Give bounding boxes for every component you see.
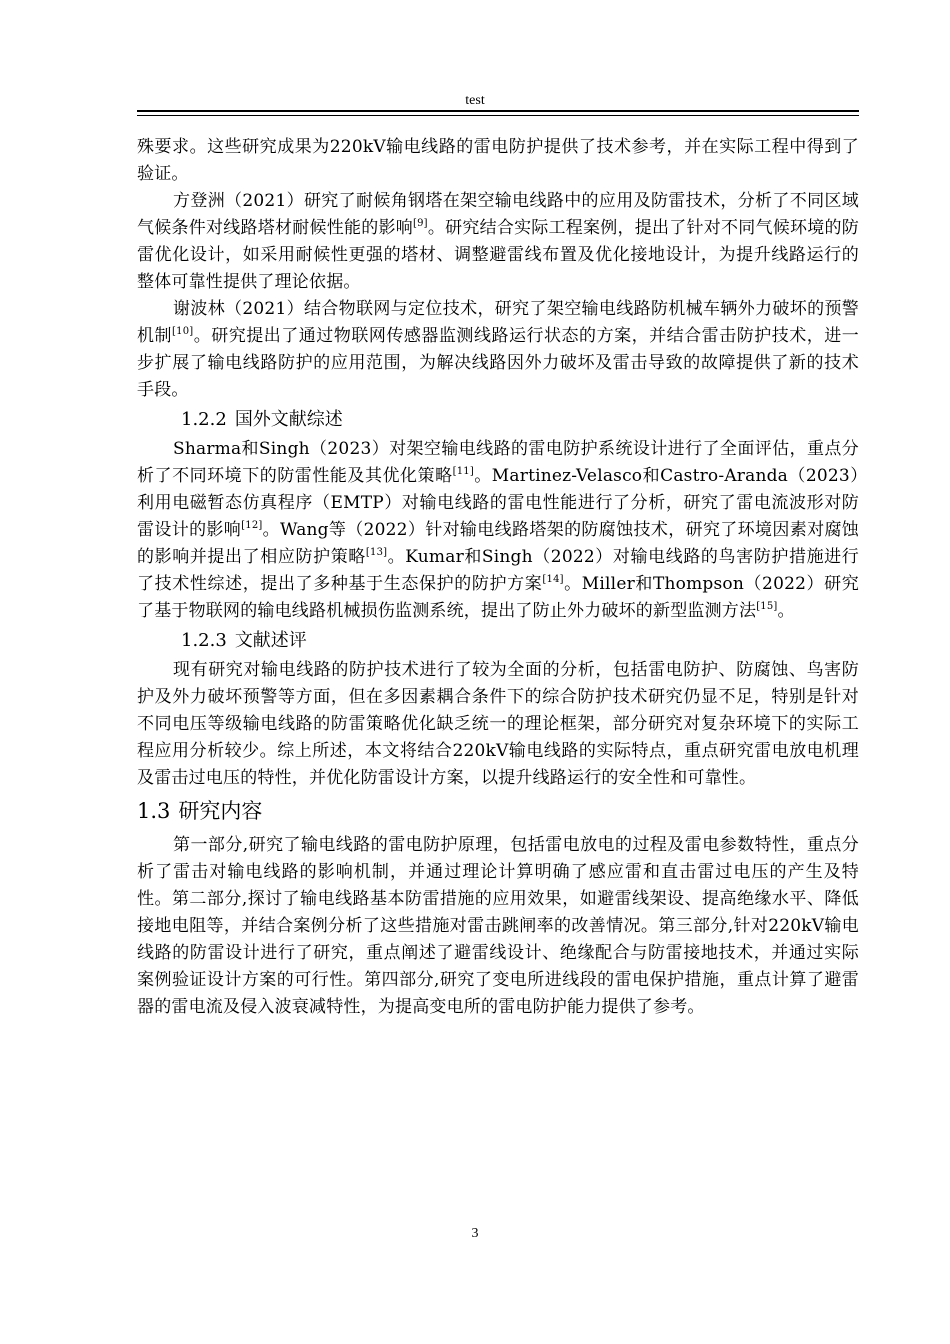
heading-number: 1.2.3 (181, 630, 227, 651)
heading-foreign-literature (181, 406, 859, 434)
running-header: test (465, 93, 485, 108)
heading-title: 研究内容 (178, 799, 263, 823)
paragraph-research-content: 第一部分,研究了输电线路的雷电防护原理，包括雷电放电的过程及雷电参数特性，重点分析了雷击对输电线路的影响机制，并通过理论计算明确了感应雷和直击雷过电压的产生及特性。第二部分,探讨了输电线路基本防雷措施的应用效果，如避雷线架设、提高绝缘水平、降低接地电阻等，并结合案例分析了这些措施对雷击跳闸率的改善情况。第三部分,针对220kV输电线路的防雷设计进行了研究，重点阐述了避雷线设计、绝缘配合与防雷接地技术，并通过实际案例验证设计方案的可行性。第四部分,研究了变电所进线段的雷电保护措施，重点计算了避雷器的雷电流及侵入波衰减特性，为提高变电所的雷电防护能力提供了参考。 (137, 835, 859, 1017)
paragraph-text: 。Martinez-Velasco和Castro-Aranda（2023）利用电磁暂态仿真程序（EMTP）对输电线路的雷电性能进行了分析，研究了雷电流波形对防雷设计的影响 (137, 466, 859, 540)
paragraph-continuation: 殊要求。这些研究成果为220kV输电线路的雷电防护提供了技术参考，并在实际工程中得到了验证。 (137, 137, 859, 184)
paragraph-text: 谢波林（2021）结合物联网与定位技术，研究了架空输电线路防机械车辆外力破坏的预警机制 (137, 299, 859, 346)
paragraph-text: 。 (777, 601, 795, 621)
header-rule-thin (137, 115, 859, 116)
heading-literature-commentary (181, 627, 859, 655)
heading-number: 1.3 (137, 799, 171, 823)
header-rule-thick (137, 110, 859, 112)
paragraph-fang-dengzhou (137, 188, 859, 296)
heading-research-content (137, 796, 859, 826)
paragraph-text: 。研究结合实际工程案例，提出了针对不同气候环境的防雷优化设计，如采用耐候性更强的塔材、调整避雷线布置及优化接地设计，为提升线路运行的整体可靠性提供了理论依据。 (137, 218, 860, 292)
paragraph-text: 方登洲（2021）研究了耐候角钢塔在架空输电线路中的应用及防雷技术，分析了不同区域气候条件对线路塔材耐候性能的影响 (137, 191, 859, 238)
paragraph-text: 。Kumar和Singh（2022）对输电线路的鸟害防护措施进行了技术性综述，提出了多种基于生态保护的防护方案 (137, 547, 859, 594)
paragraph-commentary: 现有研究对输电线路的防护技术进行了较为全面的分析，包括雷电防护、防腐蚀、鸟害防护及外力破坏预警等方面，但在多因素耦合条件下的综合防护技术研究仍显不足，特别是针对不同电压等级输电线路的防雷策略优化缺乏统一的理论框架，部分研究对复杂环境下的实际工程应用分析较少。综上所述，本文将结合220kV输电线路的实际特点，重点研究雷电放电机理及雷击过电压的特性，并优化防雷设计方案，以提升线路运行的安全性和可靠性。 (137, 660, 859, 788)
heading-number: 1.2.2 (181, 409, 227, 430)
paragraph-text: Sharma和Singh（2023）对架空输电线路的雷电防护系统设计进行了全面评估，重点分析了不同环境下的防雷性能及其优化策略 (137, 439, 859, 486)
paragraph-text: 。Wang等（2022）针对输电线路塔架的防腐蚀技术，研究了环境因素对腐蚀的影响并提出了相应防护策略 (137, 520, 860, 567)
citation-ref: [15] (756, 601, 778, 612)
paragraph-foreign-review (137, 436, 859, 625)
paragraph-text: 。研究提出了通过物联网传感器监测线路运行状态的方案，并结合雷击防护技术，进一步扩展了输电线路防护的应用范围，为解决线路因外力破坏及雷击导致的故障提供了新的技术手段。 (137, 326, 859, 400)
paragraph-text: 。Miller和Thompson（2022）研究了基于物联网的输电线路机械损伤监测系统，提出了防止外力破坏的新型监测方法 (137, 574, 859, 621)
heading-title: 国外文献综述 (234, 409, 343, 430)
citation-ref: [11] (452, 466, 474, 477)
body-content (137, 134, 859, 1021)
page-number: 3 (471, 1226, 479, 1241)
heading-title: 文献述评 (234, 630, 307, 651)
citation-ref: [9] (413, 218, 428, 229)
citation-ref: [13] (365, 547, 388, 558)
citation-ref: [10] (172, 326, 194, 337)
citation-ref: [12] (241, 520, 263, 531)
citation-ref: [14] (542, 574, 564, 585)
paragraph-xie-bolin (137, 296, 859, 404)
